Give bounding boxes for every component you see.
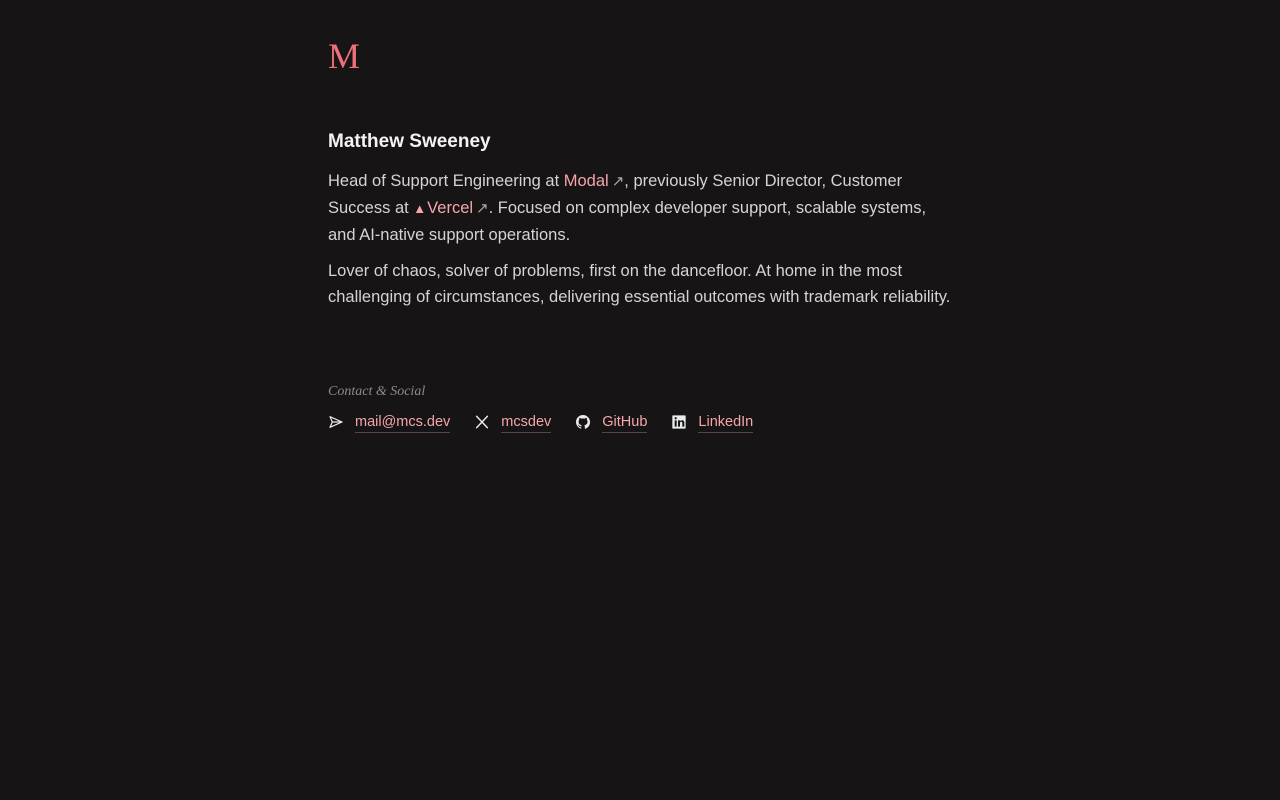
- external-arrow-icon: ↗: [611, 173, 625, 190]
- bio-text: , previously Senior Director, Customer Success at: [328, 172, 903, 217]
- email-link-label: mail@mcs.dev: [355, 412, 450, 433]
- linkedin-link-label: LinkedIn: [698, 412, 753, 433]
- bio-text: . Focused on complex developer support, scalable systems, and AI-native support operations.: [328, 199, 927, 244]
- vercel-logo-icon: ▲: [413, 201, 427, 216]
- x-link-label: mcsdev: [501, 412, 551, 433]
- email-link[interactable]: [328, 412, 450, 433]
- github-icon: [575, 414, 591, 430]
- contact-heading: Contact & Social: [328, 384, 426, 399]
- bio-text: Head of Support Engineering at: [328, 172, 564, 190]
- profile-name: Matthew Sweeney: [328, 131, 491, 152]
- x-logo-icon: [474, 414, 490, 430]
- modal-link-label: Modal: [563, 172, 609, 190]
- x-link[interactable]: [474, 412, 551, 433]
- modal-link[interactable]: [564, 172, 625, 190]
- vercel-link[interactable]: [413, 199, 488, 217]
- vercel-link-label: Vercel: [427, 199, 474, 217]
- github-link-label: GitHub: [602, 412, 647, 433]
- bio-paragraph-2: Lover of chaos, solver of problems, first on the dancefloor. At home in the most challenging of circumstances, delivering essential outcomes with trademark reliability.: [328, 262, 951, 306]
- send-icon: [328, 414, 344, 430]
- linkedin-link[interactable]: [671, 412, 753, 433]
- external-arrow-icon: ↗: [476, 200, 489, 217]
- site-logo[interactable]: M: [328, 36, 360, 76]
- social-links: [328, 411, 777, 433]
- github-link[interactable]: [575, 412, 647, 433]
- linkedin-icon: [671, 414, 687, 430]
- bio-paragraph-1: [328, 168, 952, 248]
